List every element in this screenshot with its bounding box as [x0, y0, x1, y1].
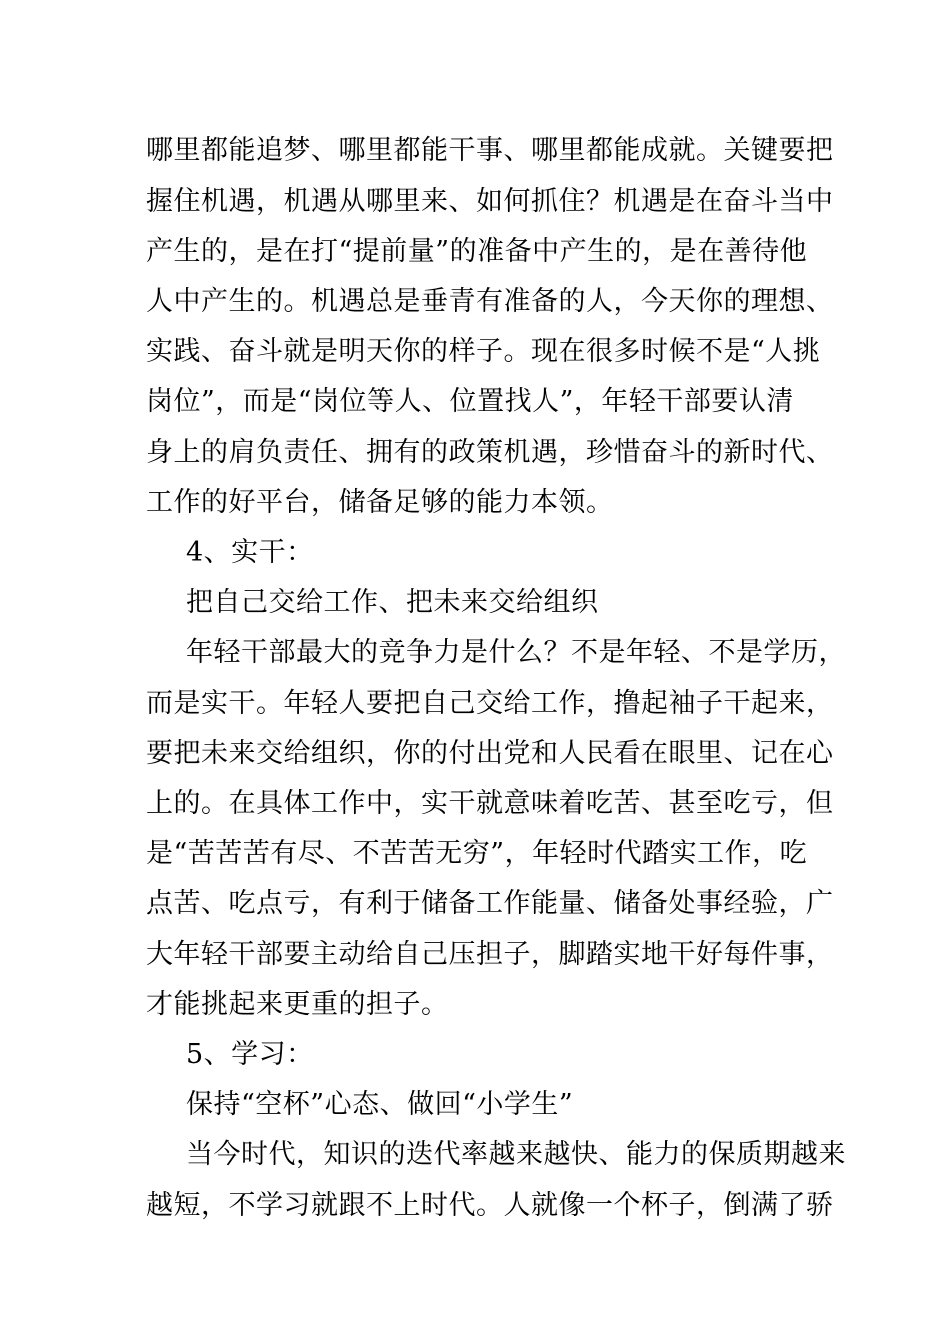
text-line: 当今时代，知识的迭代率越来越快、能力的保质期越来 [186, 1139, 846, 1170]
text-line: 越短，不学习就跟不上时代。人就像一个杯子，倒满了骄 [146, 1190, 834, 1221]
text-line: 上的。在具体工作中，实干就意味着吃苦、甚至吃亏，但 [146, 788, 834, 819]
text-line: 大年轻干部要主动给自己压担子，脚踏实地干好每件事， [146, 939, 834, 970]
text-line: 哪里都能追梦、哪里都能干事、哪里都能成就。关键要把 [146, 135, 834, 166]
section-subtitle: 保持“空杯”心态、做回“小学生” [186, 1089, 574, 1120]
text-line: 是“苦苦苦有尽、不苦苦无穷”，年轻时代踏实工作，吃 [146, 838, 808, 869]
section-subtitle: 把自己交给工作、把未来交给组织 [186, 587, 599, 618]
section-heading: 5、学习： [186, 1039, 314, 1070]
text-line: 点苦、吃点亏，有利于储备工作能量、储备处事经验，广 [146, 888, 834, 919]
text-line: 人中产生的。机遇总是垂青有准备的人，今天你的理想、 [146, 286, 834, 317]
text-line: 实践、奋斗就是明天你的样子。现在很多时候不是“人挑 [146, 336, 821, 367]
text-line: 握住机遇，机遇从哪里来、如何抓住？机遇是在奋斗当中 [146, 186, 834, 217]
text-line: 年轻干部最大的竞争力是什么？不是年轻、不是学历， [186, 637, 846, 668]
text-line: 要把未来交给组织，你的付出党和人民看在眼里、记在心 [146, 738, 834, 769]
text-line: 才能挑起来更重的担子。 [146, 989, 449, 1020]
text-line: 工作的好平台，储备足够的能力本领。 [146, 487, 614, 518]
text-line: 岗位”，而是“岗位等人、位置找人”，年轻干部要认清 [146, 386, 794, 417]
text-line: 身上的肩负责任、拥有的政策机遇，珍惜奋斗的新时代、 [146, 437, 834, 468]
section-heading: 4、实干： [186, 537, 314, 568]
text-line: 产生的，是在打“提前量”的准备中产生的，是在善待他 [146, 236, 808, 267]
text-line: 而是实干。年轻人要把自己交给工作，撸起袖子干起来， [146, 688, 834, 719]
